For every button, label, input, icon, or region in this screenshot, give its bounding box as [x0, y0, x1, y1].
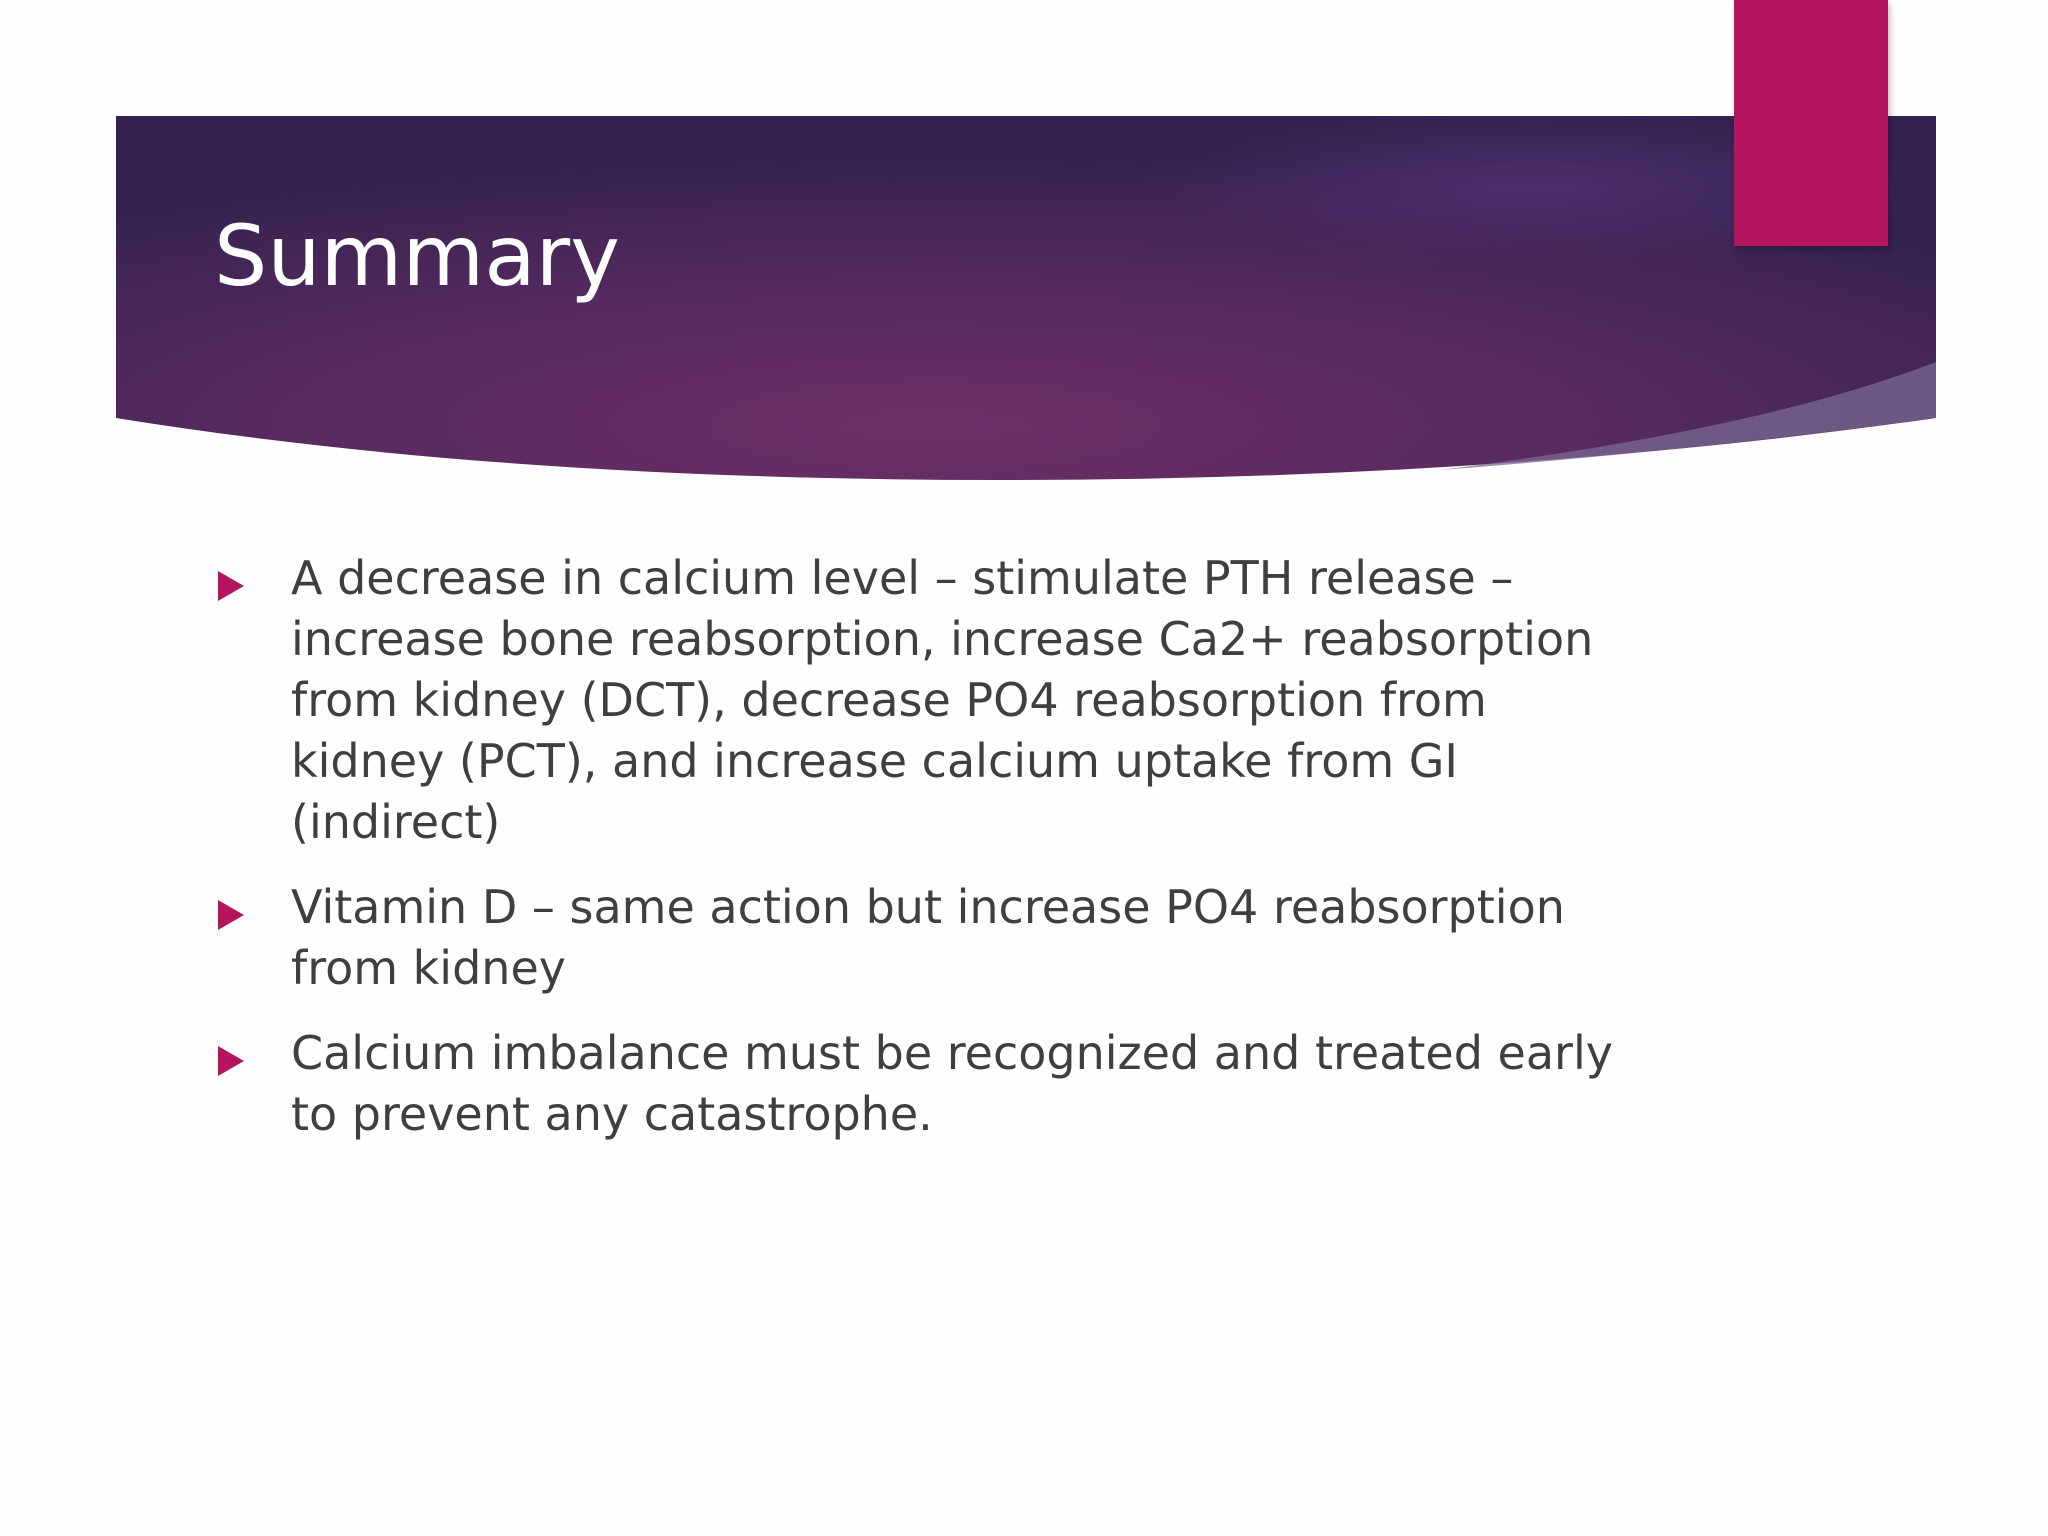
bullet-list	[0, 548, 2048, 1169]
bullet-item	[0, 548, 2048, 853]
bullet-text: Calcium imbalance must be recognized and treated early to prevent any catastrophe.	[291, 1026, 1613, 1141]
triangle-bullet-icon	[218, 1046, 244, 1076]
bullet-item	[0, 877, 2048, 999]
triangle-bullet-icon	[218, 571, 244, 601]
bullet-item	[0, 1023, 2048, 1145]
slide-title: Summary	[214, 207, 620, 305]
bullet-text: A decrease in calcium level – stimulate PTH release – increase bone reabsorption, increase Ca2+ reabsorption from kidney (DCT), decrease PO4 reabsorption from kidney (PCT), and increase calcium uptake from GI (indirect)	[291, 551, 1594, 849]
triangle-bullet-icon	[218, 900, 244, 930]
accent-tab	[1734, 0, 1888, 246]
bullet-text: Vitamin D – same action but increase PO4 reabsorption from kidney	[291, 880, 1565, 995]
